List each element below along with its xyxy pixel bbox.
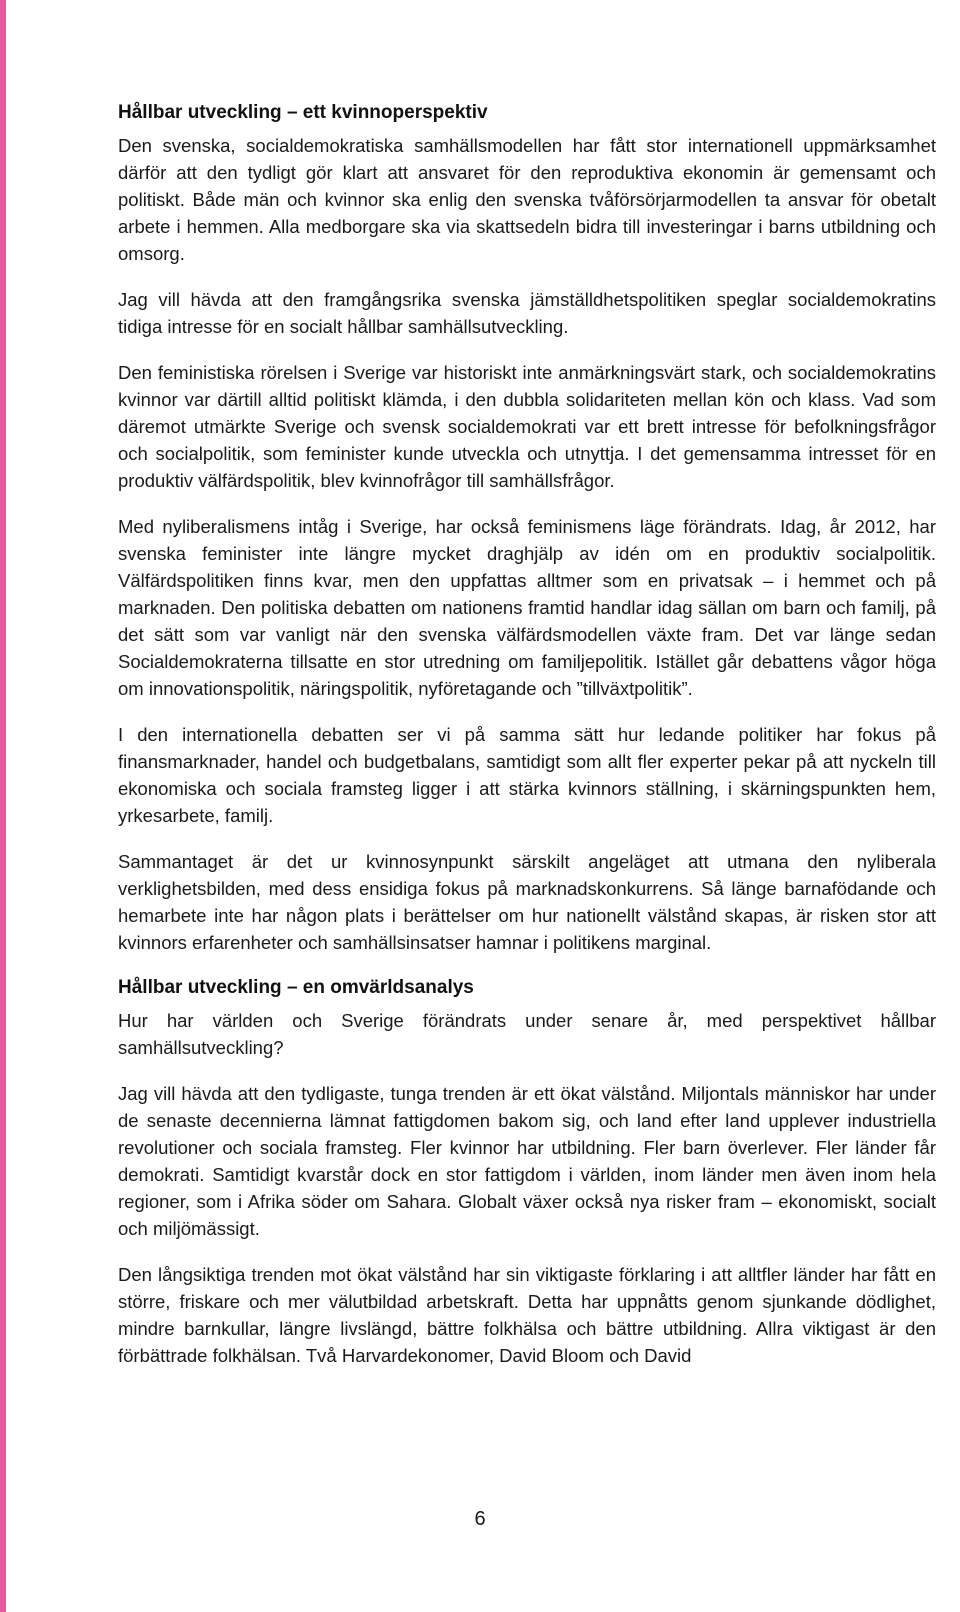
paragraph: Jag vill hävda att den framgångsrika svenska jämställdhetspolitiken speglar socialdemokratins tidiga intresse för en socialt hållbar samhällsutveckling. (118, 289, 936, 337)
paragraph: Med nyliberalismens intåg i Sverige, har också feminismens läge förändrats. Idag, år 2012, har svenska feminister inte längre mycket draghjälp av idén om en produktiv socialpolitik. Välfärdspolitiken finns kvar, men den uppfattas alltmer som en privatsak – i hemmet och på marknaden. Den politiska debatten om nationens framtid handlar idag sällan om barn och familj, på det sätt som var vanligt när den svenska välfärdsmodellen växte fram. Det var länge sedan Socialdemokraterna tillsatte en stor utredning om familjepolitik. Istället går debattens vågor höga om innovationspolitik, näringspolitik, nyföretagande och ”tillväxtpolitik”. (118, 516, 936, 699)
paragraph: I den internationella debatten ser vi på samma sätt hur ledande politiker har fokus på finansmarknader, handel och budgetbalans, samtidigt som allt fler experter pekar på att nyckeln till ekonomiska och sociala framsteg ligger i att stärka kvinnors ställning, i skärningspunkten hem, yrkesarbete, familj. (118, 724, 936, 826)
paragraph: Sammantaget är det ur kvinnosynpunkt särskilt angeläget att utmana den nyliberala verklighetsbilden, med dess ensidiga fokus på marknadskonkurrens. Så länge barnafödande och hemarbete inte har någon plats i berättelser om hur nationellt välstånd skapas, är risken stor att kvinnors erfarenheter och samhällsinsatser hamnar i politikens marginal. (118, 851, 936, 953)
paragraph: Den långsiktiga trenden mot ökat välstånd har sin viktigaste förklaring i att alltfler länder har fått en större, friskare och mer välutbildad arbetskraft. Detta har uppnåtts genom sjunkande dödlighet, mindre barnkullar, längre livslängd, bättre folkhälsa och bättre utbildning. Allra viktigast är den förbättrade folkhälsan. Två Harvardekonomer, David Bloom och David (118, 1264, 936, 1366)
paragraph: Den svenska, socialdemokratiska samhällsmodellen har fått stor internationell uppmärksamhet därför att den tydligt gör klart att ansvaret för den reproduktiva ekonomin är gemensamt och politiskt. Både män och kvinnor ska enlig den svenska tvåförsörjarmodellen ta ansvar för obetalt arbete i hemmen. Alla medborgare ska via skattsedeln bidra till investeringar i barns utbildning och omsorg. (118, 135, 936, 264)
paragraph: Hur har världen och Sverige förändrats under senare år, med perspektivet hållbar samhällsutveckling? (118, 1010, 936, 1058)
document-page (118, 100, 936, 1388)
section-heading-omvarldsanalys: Hållbar utveckling – en omvärldsanalys (118, 977, 474, 998)
paragraph: Jag vill hävda att den tydligaste, tunga trenden är ett ökat välstånd. Miljontals människor har under de senaste decennierna lämnat fattigdomen bakom sig, och land efter land upplever industriella revolutioner och sociala framsteg. Fler kvinnor har utbildning. Fler barn överlever. Fler länder får demokrati. Samtidigt kvarstår dock en stor fattigdom i världen, inom länder men även inom hela regioner, som i Afrika söder om Sahara. Globalt växer också nya risker fram – ekonomiskt, socialt och miljömässigt. (118, 1083, 936, 1239)
section-heading-kvinnoperspektiv: Hållbar utveckling – ett kvinnoperspektiv (118, 102, 488, 123)
page-accent-bar (0, 0, 6, 1612)
page-number: 6 (474, 1508, 486, 1530)
paragraph: Den feministiska rörelsen i Sverige var historiskt inte anmärkningsvärt stark, och socialdemokratins kvinnor var därtill alltid politiskt klämda, i den dubbla solidariteten mellan kön och klass. Vad som däremot utmärkte Sverige och svensk socialdemokrati var ett brett intresse för befolkningsfrågor och socialpolitik, som feminister kunde utveckla och utnyttja. I det gemensamma intresset för en produktiv välfärdspolitik, blev kvinnofrågor till samhällsfrågor. (118, 362, 936, 491)
